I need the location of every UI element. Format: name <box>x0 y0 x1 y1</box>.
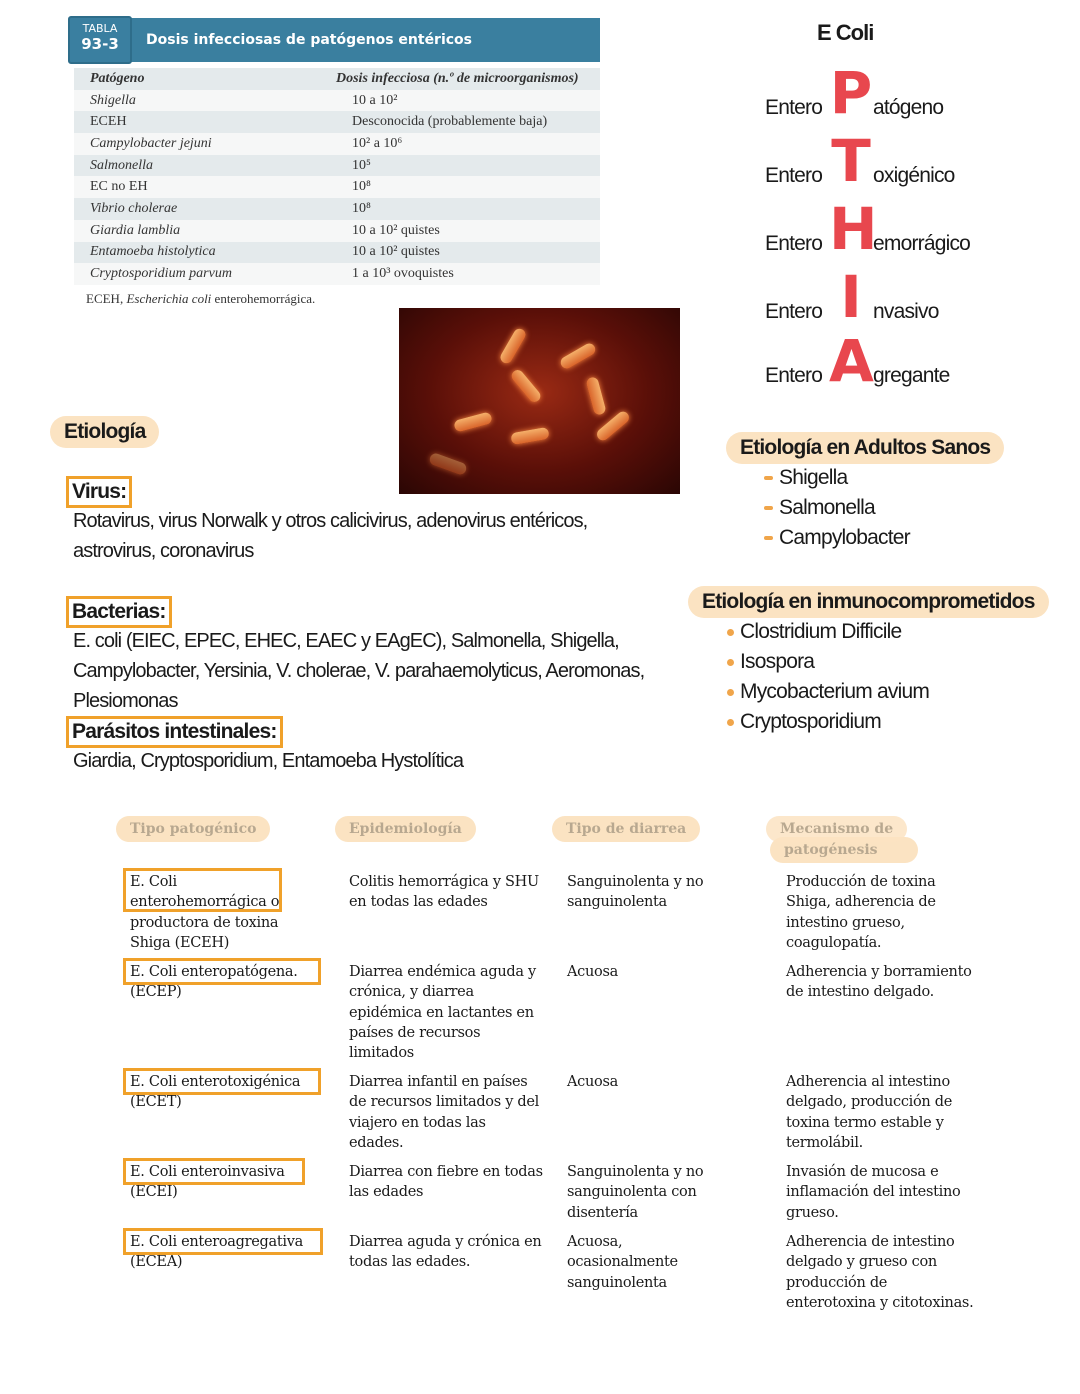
bacterium <box>428 452 468 476</box>
highlight-box <box>123 958 321 985</box>
pathogen-cell: Salmonella <box>90 157 153 173</box>
pathotype-rest: (ECEI) <box>130 1184 178 1201</box>
epidemiology-cell: Diarrea endémica aguda y crónica, y diarrea epidémica en lactantes en países de recursos limitados <box>349 964 536 1062</box>
pathotype-rest: o productora de toxina Shiga (ECEH) <box>130 894 280 951</box>
mnemonic-prefix: Entero <box>765 364 823 387</box>
header-cell: Patógeno <box>90 70 145 86</box>
mnemonic-row <box>765 59 1025 132</box>
highlight-box <box>123 1228 323 1255</box>
mnemonic-letter: A <box>829 327 874 395</box>
table-row <box>74 133 600 155</box>
etiology-heading: Etiología <box>50 416 159 448</box>
mnemonic-title: E Coli <box>817 20 874 45</box>
diarrhea-cell: Sanguinolenta y no sanguinolenta con disentería <box>567 1164 704 1221</box>
diarrhea-cell: Acuosa, ocasionalmente sanguinolenta <box>567 1234 678 1291</box>
mnemonic-row <box>765 263 1025 336</box>
bullet-icon <box>764 476 773 480</box>
bullet-icon <box>727 659 734 666</box>
list-item-text: Cryptosporidium <box>740 710 881 733</box>
list-item <box>727 617 929 647</box>
pathogen-cell: Entamoeba histolytica <box>90 244 216 260</box>
mnemonic-prefix: Entero <box>765 164 823 187</box>
table-header-row <box>74 68 600 90</box>
pathotype-rest: (ECEP) <box>130 984 182 1001</box>
diarrhea-cell: Sanguinolenta y no sanguinolenta <box>567 874 704 911</box>
pathotype-rest: (ECET) <box>130 1094 182 1111</box>
list-item-text: Campylobacter <box>779 526 910 549</box>
parasites-text: Giardia, Cryptosporidium, Entamoeba Hystolítica <box>73 750 464 772</box>
list-item <box>727 707 929 737</box>
table-row <box>74 220 600 242</box>
pathogen-cell: Vibrio cholerae <box>90 200 178 216</box>
list-item-text: Clostridium Difficile <box>740 620 902 643</box>
epidemiology-cell: Colitis hemorrágica y SHU en todas las edades <box>349 874 539 911</box>
tag-number: 93-3 <box>81 35 119 53</box>
bacterium <box>498 327 527 366</box>
virus-text: Rotavirus, virus Norwalk y otros calicivirus, adenovirus entéricos, astrovirus, coronavirus <box>73 510 588 562</box>
bullet-icon <box>764 536 773 540</box>
dose-cell: 1 a 10³ ovoquistes <box>352 266 454 282</box>
diarrhea-cell: Acuosa <box>567 1074 618 1090</box>
highlight-box <box>123 868 282 912</box>
header-mecanismo-2: patogénesis <box>770 837 918 863</box>
diarrhea-cell: Acuosa <box>567 964 618 980</box>
mechanism-cell: Invasión de mucosa e inflamación del intestino grueso. <box>786 1164 961 1221</box>
bacterium <box>559 341 598 370</box>
mechanism-cell: Adherencia y borramiento de intestino delgado. <box>786 964 972 1001</box>
list-item-text: Salmonella <box>779 496 875 519</box>
mnemonic-suffix: emorrágico <box>873 232 971 255</box>
dose-table-header <box>76 18 600 62</box>
pathogen-cell: Shigella <box>90 92 136 108</box>
epidemiology-cell: Diarrea con fiebre en todas las edades <box>349 1164 543 1201</box>
dose-cell: 10⁵ <box>352 157 371 173</box>
mnemonic-letter: T <box>831 127 871 195</box>
dose-table <box>70 18 600 307</box>
highlight-box <box>123 1158 305 1185</box>
list-item-text: Isospora <box>740 650 815 673</box>
pathotype-name: E. Coli enteropatógena. <box>130 964 298 980</box>
bacterium <box>585 376 606 416</box>
pathogen-cell: Giardia lamblia <box>90 222 181 238</box>
pathogen-cell: Campylobacter jejuni <box>90 135 212 151</box>
highlight-box <box>123 1068 321 1095</box>
bullet-icon <box>727 629 734 636</box>
footnote-text: Escherichia coli <box>126 290 212 306</box>
dose-cell: 10 a 10² quistes <box>352 244 440 260</box>
tag-label: TABLA <box>82 22 118 35</box>
bacterium <box>453 411 493 432</box>
mnemonic-prefix: Entero <box>765 300 823 323</box>
mnemonic-letter: H <box>829 195 878 263</box>
pathotype-name: E. Coli enterohemorrágica <box>130 874 267 911</box>
mnemonic-suffix: gregante <box>873 364 950 387</box>
bullet-icon <box>727 719 734 726</box>
dose-cell: 10 a 10² <box>352 92 398 108</box>
pathogen-cell: ECEH <box>90 114 127 130</box>
list-item <box>764 523 910 553</box>
epidemiology-cell: Diarrea aguda y crónica en todas las edades. <box>349 1234 542 1271</box>
bacteria-text: E. coli (EIEC, EPEC, EHEC, EAEC y EAgEC), Salmonella, Shigella, Campylobacter, Yersinia, V. cholerae, V. parahaemolyticus, Aeromonas, Plesiomonas <box>73 630 645 712</box>
bullet-icon <box>727 689 734 696</box>
dose-table-title: Dosis infecciosas de patógenos entéricos <box>146 32 473 48</box>
mechanism-cell: Adherencia de intestino delgado y grueso con producción de enterotoxina y citotoxinas. <box>786 1234 974 1311</box>
pathotype-name: E. Coli enteroinvasiva <box>130 1164 285 1180</box>
list-item-text: Shigella <box>779 466 848 489</box>
healthy-adults-heading: Etiología en Adultos Sanos <box>726 432 1004 464</box>
mnemonic-prefix: Entero <box>765 96 823 119</box>
pathotype-rest: (ECEA) <box>130 1254 183 1271</box>
list-item <box>727 677 929 707</box>
dose-cell: 10⁸ <box>352 179 371 195</box>
bacterium <box>510 427 550 445</box>
table-row <box>74 198 600 220</box>
mnemonic-row <box>765 127 1025 200</box>
table-row <box>74 242 600 264</box>
parasites-label: Parásitos intestinales: <box>66 716 283 748</box>
footnote-text: enterohemorrágica. <box>211 290 316 306</box>
header-cell: Dosis infecciosa (n.º de microorganismos) <box>336 70 579 86</box>
dose-table-footnote <box>70 291 600 307</box>
immunocompromised-heading: Etiología en inmunocomprometidos <box>688 586 1049 618</box>
mnemonic-suffix: atógeno <box>873 96 944 119</box>
dose-cell: 10² a 10⁶ <box>352 135 403 151</box>
table-row <box>74 176 600 198</box>
header-tipo-diarrea: Tipo de diarrea <box>552 816 700 842</box>
pathogen-cell: EC no EH <box>90 179 148 195</box>
table-row <box>74 90 600 112</box>
mnemonic-letter: P <box>829 59 873 127</box>
bacterium <box>509 368 543 405</box>
table-row <box>74 155 600 177</box>
healthy-adults-list <box>764 463 910 553</box>
pathotype-name: E. Coli enteroagregativa <box>130 1234 303 1250</box>
bacteria-label: Bacterias: <box>66 596 172 628</box>
table-tag <box>68 16 132 64</box>
dose-cell: Desconocida (probablemente baja) <box>352 114 548 130</box>
footnote-text: ECEH, <box>86 290 127 306</box>
mechanism-cell: Adherencia al intestino delgado, producción de toxina termo estable y termolábil. <box>786 1074 953 1151</box>
mnemonic-prefix: Entero <box>765 232 823 255</box>
list-item <box>764 493 910 523</box>
mnemonic-row <box>765 195 1025 268</box>
list-item <box>764 463 910 493</box>
header-epidemiologia: Epidemiología <box>335 816 476 842</box>
pathogen-cell: Cryptosporidium parvum <box>90 266 232 282</box>
virus-label: Virus: <box>66 476 132 508</box>
mechanism-cell: Producción de toxina Shiga, adherencia de intestino grueso, coagulopatía. <box>786 874 936 951</box>
mnemonic-suffix: oxigénico <box>873 164 955 187</box>
mnemonic-row <box>765 327 1025 400</box>
dose-cell: 10⁸ <box>352 200 371 216</box>
table-row <box>74 111 600 133</box>
mnemonic-suffix: nvasivo <box>873 300 939 323</box>
bullet-icon <box>764 506 773 510</box>
list-item <box>727 647 929 677</box>
table-row <box>74 263 600 285</box>
epidemiology-cell: Diarrea infantil en países de recursos limitados y del viajero en todas las edades. <box>349 1074 539 1151</box>
mnemonic-letter: I <box>840 263 862 331</box>
header-mecanismo: Mecanismo de <box>766 816 907 842</box>
bacteria-image <box>399 308 680 494</box>
dose-cell: 10 a 10² quistes <box>352 222 440 238</box>
pathotype-name: E. Coli enterotoxigénica <box>130 1074 301 1090</box>
immunocompromised-list <box>727 617 929 737</box>
header-tipo-patogenico: Tipo patogénico <box>116 816 270 842</box>
list-item-text: Mycobacterium avium <box>740 680 930 703</box>
